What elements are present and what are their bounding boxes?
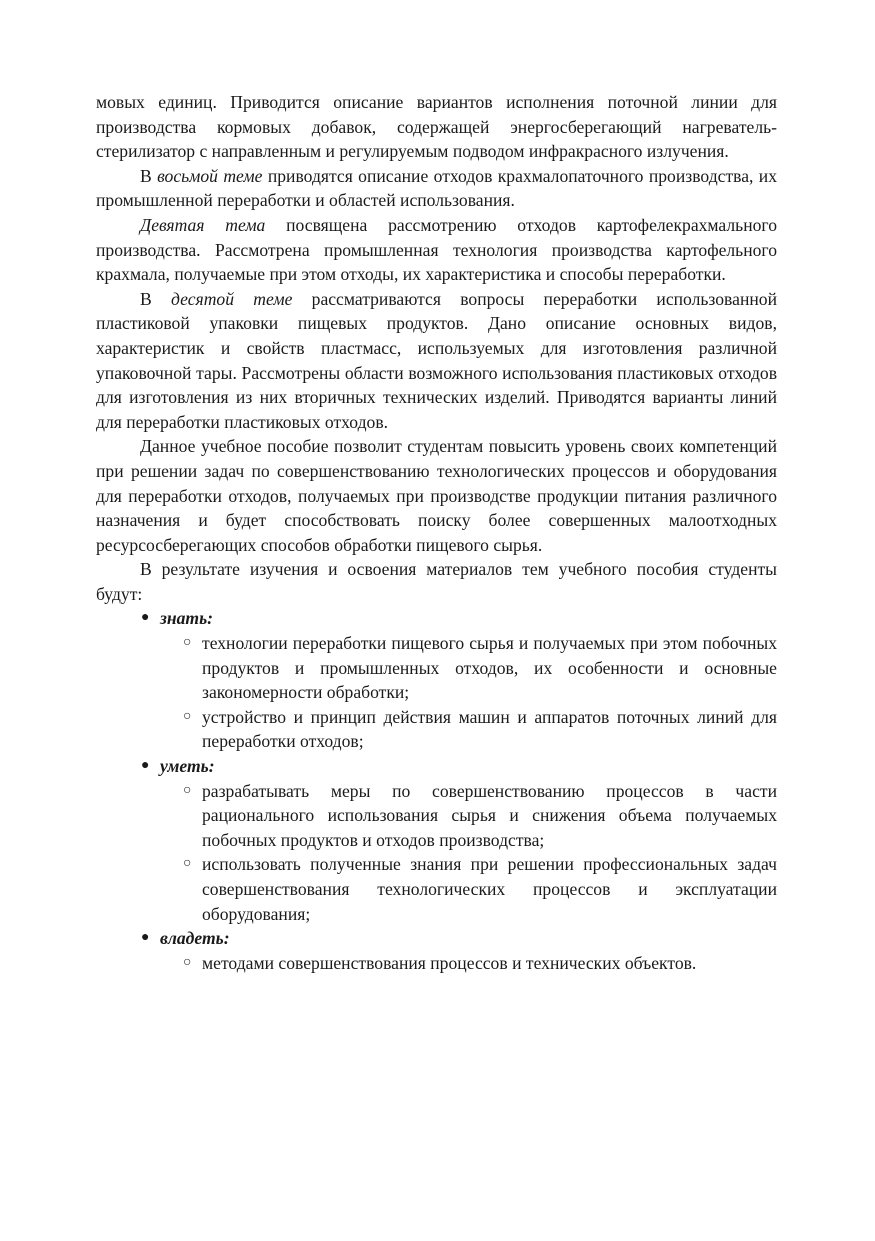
paragraph-body: приводятся описание отходов крахмалопаточного производства, их промышленной переработки и областей использования. xyxy=(96,165,778,211)
sub-list xyxy=(160,951,777,976)
paragraph-body: посвящена рассмотрению отходов картофелекрахмального производства. Рассмотрена промышленная технология производства картофельного крахмала, получаемые при этом отходы, их характеристика и способы переработки. xyxy=(96,214,777,285)
competency-master xyxy=(141,926,777,975)
document-page xyxy=(96,90,777,975)
bullet-circle-icon: ○ xyxy=(183,635,192,651)
list-item xyxy=(183,779,777,853)
competency-title: уметь: xyxy=(160,756,215,777)
paragraph-theme-ten xyxy=(96,287,777,435)
theme-eight-emphasis: восьмой теме xyxy=(157,165,263,186)
list-item xyxy=(183,631,777,705)
bullet-dot-icon: ● xyxy=(141,610,150,626)
list-item-text: методами совершенствования процессов и технических объектов. xyxy=(202,952,697,973)
paragraph-outcomes-intro: В результате изучения и освоения материалов тем учебного пособия студенты будут: xyxy=(96,559,777,604)
sub-list xyxy=(160,631,777,754)
competency-know xyxy=(141,606,777,754)
paragraph-lead: В xyxy=(140,288,172,309)
list-item xyxy=(183,951,777,976)
paragraph-purpose: Данное учебное пособие позволит студентам повысить уровень своих компетенций при решении задач по совершенствованию технологических процессов и оборудования для переработки отходов, получаемых при производстве продукции питания различного назначения и будет способствовать поиску более совершенных малоотходных ресурсосберегающих способов обработки пищевого сырья. xyxy=(96,436,777,555)
theme-ten-emphasis: десятой теме xyxy=(171,288,293,309)
bullet-dot-icon: ● xyxy=(141,758,150,774)
competency-title: знать: xyxy=(160,608,214,629)
bullet-dot-icon: ● xyxy=(141,930,150,946)
list-item-text: использовать полученные знания при решении профессиональных задач совершенствования технологических процессов и эксплуатации оборудования; xyxy=(202,854,777,924)
bullet-circle-icon: ○ xyxy=(183,856,192,872)
competency-list xyxy=(96,606,777,975)
bullet-circle-icon: ○ xyxy=(183,954,192,970)
paragraph-continuation: мовых единиц. Приводится описание вариантов исполнения поточной линии для производства кормовых добавок, содержащей энергосберегающий нагреватель-стерилизатор с направленным и регулируемым подводом инфракрасного излучения. xyxy=(96,92,777,162)
paragraph-lead: В xyxy=(140,165,158,186)
list-item-text: технологии переработки пищевого сырья и получаемых при этом побочных продуктов и промышленных отходов, их особенности и основные закономерности обработки; xyxy=(202,633,777,703)
list-item xyxy=(183,852,777,926)
competency-title: владеть: xyxy=(160,928,230,949)
sub-list xyxy=(160,779,777,927)
theme-nine-emphasis: Девятая тема xyxy=(140,214,266,235)
bullet-circle-icon: ○ xyxy=(183,708,192,724)
list-item-text: устройство и принцип действия машин и аппаратов поточных линий для переработки отходов; xyxy=(202,706,777,752)
bullet-circle-icon: ○ xyxy=(183,782,192,798)
paragraph-theme-eight xyxy=(96,164,777,213)
paragraph-theme-nine xyxy=(96,213,777,287)
paragraph-body: рассматриваются вопросы переработки использованной пластиковой упаковки пищевых продуктов. Дано описание основных видов, характеристик и свойств пластмасс, используемых для изготовления различной упаковочной тары. Рассмотрены области возможного использования пластиковых отходов для изготовления из них вторичных технических изделий. Приводятся варианты линий для переработки пластиковых отходов. xyxy=(96,288,777,432)
list-item-text: разрабатывать меры по совершенствованию процессов в части рационального использования сырья и снижения объема получаемых побочных продуктов и отходов производства; xyxy=(202,780,777,850)
list-item xyxy=(183,705,777,754)
competency-can xyxy=(141,754,777,926)
